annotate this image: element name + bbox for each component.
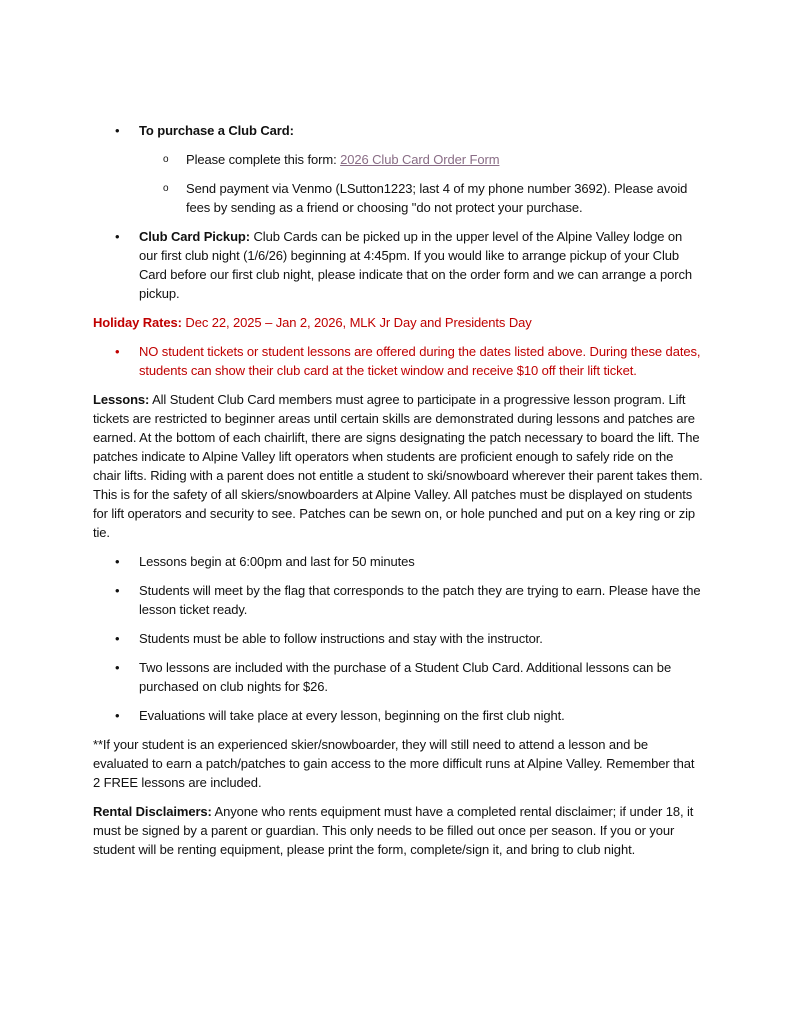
rental-text: Anyone who rents equipment must have a completed rental disclaimer; if under 18, it must be signed by a parent or guardian. This only needs to be filled out once per season. If you or your student will be renting equipment, please print the form, complete/sign it, and bring to club night. [93,804,694,857]
lessons-paragraph [93,390,703,542]
holiday-dates: Dec 22, 2025 – Jan 2, 2026, MLK Jr Day and Presidents Day [181,315,532,330]
lessons-bullet: • Students must be able to follow instructions and stay with the instructor. [93,629,703,648]
holiday-rates [93,313,703,332]
pickup-bullet [93,227,703,303]
purchase-bullet [93,121,703,140]
pickup-text: Club Cards can be picked up in the upper level of the Alpine Valley lodge on our first club night (1/6/26) beginning at 4:45pm. If you would like to arrange pickup of your Club Card before our first club night, please indicate that on the order form and we can arrange a porch pickup. [139,229,693,301]
lessons-bullet: • Lessons begin at 6:00pm and last for 50 minutes [93,552,703,571]
lessons-label: Lessons: [93,392,150,407]
rental-paragraph [93,802,703,859]
lessons-bullet: • Students will meet by the flag that corresponds to the patch they are trying to earn. Please have the lesson ticket ready. [93,581,703,619]
lessons-bullet: • Evaluations will take place at every lesson, beginning on the first club night. [93,706,703,725]
experienced-note: **If your student is an experienced skier/snowboarder, they will still need to attend a lesson and be evaluated to earn a patch/patches to gain access to the more difficult runs at Alpine Valley. Remember that 2 FREE lessons are included. [93,737,695,790]
holiday-label: Holiday Rates: [93,315,182,330]
purchase-sub-venmo: o Send payment via Venmo (LSutton1223; last 4 of my phone number 3692). Please avoid fees by sending as a friend or choosing "do not protect your purchase. [93,179,703,217]
purchase-sub-form [93,150,703,169]
document-body [93,121,703,859]
order-form-link[interactable]: 2026 Club Card Order Form [340,152,500,167]
lessons-bullet: • Two lessons are included with the purchase of a Student Club Card. Additional lessons can be purchased on club nights for $26. [93,658,703,696]
purchase-heading: To purchase a Club Card: [139,123,294,138]
pickup-label: Club Card Pickup: [139,229,250,244]
holiday-bullet: • NO student tickets or student lessons are offered during the dates listed above. During these dates, students can show their club card at the ticket window and receive $10 off their lift ticket. [93,342,703,380]
rental-label: Rental Disclaimers: [93,804,212,819]
purchase-sub-form-text: Please complete this form: [186,152,341,167]
lessons-text: All Student Club Card members must agree to participate in a progressive lesson program. Lift tickets are restricted to beginner areas until certain skills are demonstrated during lessons and patches are earned. At the bottom of each chairlift, there are signs designating the patch necessary to board the lift. The patches indicate to Alpine Valley lift operators when students are proficient enough to safely ride on the chair lifts. Riding with a parent does not entitle a student to ski/snowboard wherever their parent takes them. This is for the safety of all skiers/snowboarders at Alpine Valley. All patches must be displayed on students for lift operators and security to see. Patches can be sewn on, or hole punched and put on a key ring or zip tie. [93,392,703,540]
